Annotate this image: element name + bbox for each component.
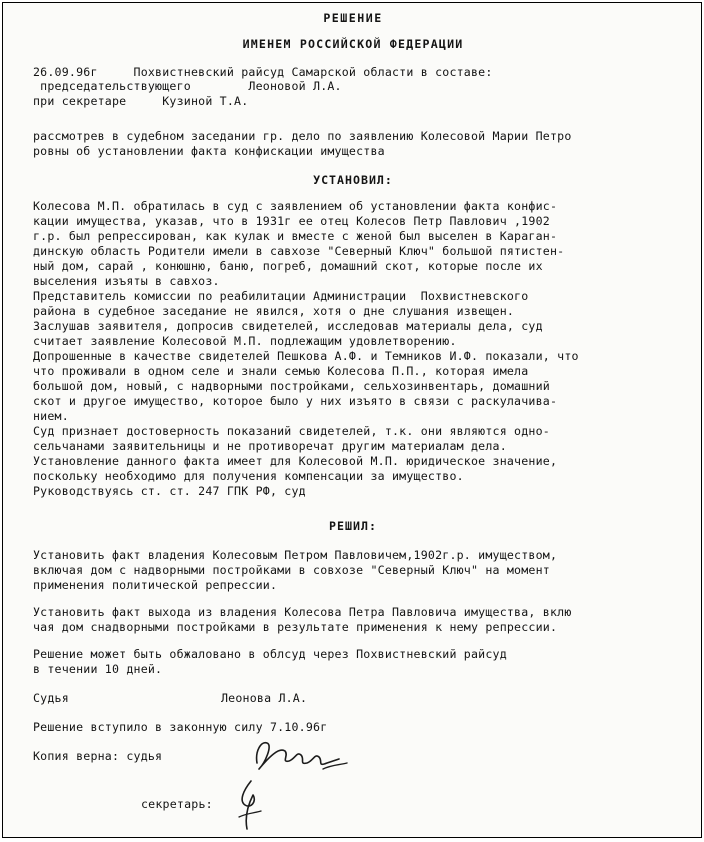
secretary-label: секретарь: (141, 797, 213, 811)
document-subtitle: ИМЕНЕМ РОССИЙСКОЙ ФЕДЕРАЦИИ (242, 37, 464, 51)
decision-line: чая дом снадворными постройками в результате применения к нему репрессии. (33, 620, 558, 634)
body-line: большой дом, новый, с надворными постройками, сельхозинвентарь, домашний (33, 379, 550, 393)
document-title: РЕШЕНИЕ (323, 11, 383, 25)
effective-date-line: Решение вступило в законную силу 7.10.96г (33, 720, 328, 734)
body-line: сельчанами заявительницы и не противоречат другим материалам дела. (33, 439, 507, 453)
body-line: кации имущества, указав, что в 1931г ее отец Колесов Петр Павлович ,1902 (33, 214, 550, 228)
body-line: Колесова М.П. обратилась в суд с заявлением об установлении факта конфис- (33, 199, 558, 213)
body-line: Руководствуясь ст. ст. 247 ГПК РФ, суд (33, 484, 306, 498)
body-line: Представитель комиссии по реабилитации Администрации Похвистневского (33, 289, 529, 303)
body-line: района в судебное заседание не явился, хотя о дне слушания извещен. (33, 304, 515, 318)
secretary-signature (229, 777, 269, 833)
established-heading: УСТАНОВИЛ: (313, 173, 393, 187)
intro-line: ровны об установлении факта конфискации имущества (33, 144, 385, 158)
body-line: выселения изъяты в савхоз. (33, 274, 220, 288)
body-line: Заслушав заявителя, допросив свидетелей, исследовав материалы дела, суд (33, 319, 543, 333)
header-line: при секретаре Кузиной Т.А. (33, 94, 249, 108)
body-line: Установление данного факта имеет для Колесовой М.П. юридическое значение, (33, 454, 558, 468)
body-line: считает заявление Колесовой М.П. подлежащим удовлетворению. (33, 334, 457, 348)
body-line: скот и другое имущество, которое было у них изъято в связи с раскулачива- (33, 394, 558, 408)
judge-signature (239, 733, 359, 779)
decision-line: Установить факт владения Колесовым Петром Павловичем,1902г.р. имуществом, (33, 548, 558, 562)
decision-line: Установить факт выхода из владения Колесова Петра Павловича имущества, вклю (33, 605, 572, 619)
header-line: председательствующего Леоновой Л.А. (33, 79, 342, 93)
appeal-line: в течении 10 дней. (33, 662, 163, 676)
body-line: Допрошенные в качестве свидетелей Пешкова А.Ф. и Темников И.Ф. показали, что (33, 349, 579, 363)
judge-label: Судья (33, 691, 69, 705)
body-line: что проживали в одном селе и знали семью Колесова П.П., которая имела (33, 364, 529, 378)
decision-line: включая дом с надворными постройками в совхозе "Северный Ключ" на момент (33, 563, 550, 577)
decision-line: применения политической репрессии. (33, 578, 278, 592)
judge-name: Леонова Л.А. (221, 691, 308, 705)
body-line: Суд признает достоверность показаний свидетелей, т.к. они являются одно- (33, 424, 550, 438)
court-decision-document (2, 2, 702, 838)
header-line: 26.09.96г Похвистневский райсуд Самарской области в составе: (33, 65, 493, 79)
body-line: ный дом, сарай , конюшню, баню, погреб, домашний скот, которые после их (33, 259, 543, 273)
body-line: нием. (33, 409, 69, 423)
body-line: поскольку необходимо для получения компенсации за имущество. (33, 469, 464, 483)
appeal-line: Решение может быть обжаловано в облсуд через Похвистневский райсуд (33, 647, 507, 661)
decided-heading: РЕШИЛ: (329, 519, 377, 533)
copy-certification-label: Копия верна: судья (33, 749, 163, 763)
body-line: г.р. был репрессирован, как кулак и вместе с женой был выселен в Караган- (33, 229, 558, 243)
body-line: динскую область Родители имели в савхозе "Северный Ключ" большой пятистен- (33, 244, 565, 258)
intro-line: рассмотрев в судебном заседании гр. дело по заявлению Колесовой Марии Петро (33, 129, 572, 143)
